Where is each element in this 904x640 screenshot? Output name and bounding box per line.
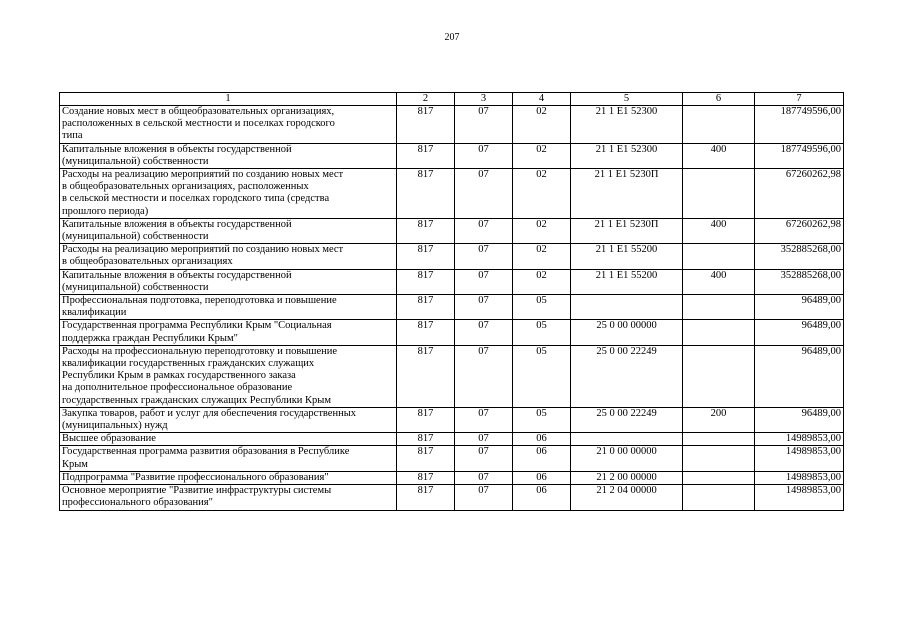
- row-name-line: государственных гражданских служащих Республики Крым: [62, 394, 332, 406]
- row-subsection-code: 06: [513, 485, 571, 510]
- row-expense-type-code: [683, 295, 755, 320]
- row-expense-type-code: [683, 106, 755, 144]
- column-header-6: 6: [683, 93, 755, 106]
- row-subsection-code: 02: [513, 169, 571, 219]
- row-expense-type-code: [683, 320, 755, 345]
- row-target-code: 21 1 Е1 52300: [571, 143, 683, 168]
- row-section-code: 07: [455, 407, 513, 432]
- row-amount: 14989853,00: [755, 471, 844, 484]
- row-amount: 187749596,00: [755, 106, 844, 144]
- row-target-code: 21 1 Е1 52300: [571, 106, 683, 144]
- column-header-5: 5: [571, 93, 683, 106]
- row-name-line: профессионального образования": [62, 497, 213, 509]
- row-name: [60, 433, 397, 446]
- row-expense-type-code: [683, 345, 755, 407]
- row-ministry-code: 817: [397, 244, 455, 269]
- row-name: [60, 269, 397, 294]
- row-expense-type-code: [683, 485, 755, 510]
- row-amount: 352885268,00: [755, 244, 844, 269]
- row-target-code: 21 1 Е1 5230П: [571, 218, 683, 243]
- row-amount: 14989853,00: [755, 446, 844, 471]
- row-name: [60, 295, 397, 320]
- table-row: [60, 446, 844, 471]
- row-name: [60, 218, 397, 243]
- row-target-code: 25 0 00 00000: [571, 320, 683, 345]
- row-name: [60, 345, 397, 407]
- row-ministry-code: 817: [397, 446, 455, 471]
- row-target-code: 21 1 Е1 55200: [571, 269, 683, 294]
- table-body: [60, 106, 844, 511]
- row-name-line: Подпрограмма "Развитие профессионального образования": [62, 471, 329, 483]
- row-section-code: 07: [455, 345, 513, 407]
- row-expense-type-code: [683, 169, 755, 219]
- row-target-code: [571, 433, 683, 446]
- row-subsection-code: 02: [513, 269, 571, 294]
- row-amount: 96489,00: [755, 295, 844, 320]
- row-name-line: прошлого периода): [62, 205, 149, 217]
- row-subsection-code: 06: [513, 433, 571, 446]
- row-name: [60, 106, 397, 144]
- row-name-line: на дополнительное профессиональное образование: [62, 382, 293, 394]
- table-row: [60, 471, 844, 484]
- column-header-4: 4: [513, 93, 571, 106]
- table-row: [60, 143, 844, 168]
- row-name-line: Капитальные вложения в объекты государственной: [62, 269, 292, 281]
- row-name-line: Профессиональная подготовка, переподготовка и повышение: [62, 295, 337, 307]
- row-name-line: Расходы на реализацию мероприятий по созданию новых мест: [62, 169, 344, 181]
- table-row: [60, 106, 844, 144]
- column-header-3: 3: [455, 93, 513, 106]
- row-amount: 67260262,98: [755, 218, 844, 243]
- row-ministry-code: 817: [397, 407, 455, 432]
- row-name-line: в общеобразовательных организациях, расположенных: [62, 181, 309, 193]
- table-row: [60, 407, 844, 432]
- row-section-code: 07: [455, 143, 513, 168]
- row-amount: 96489,00: [755, 407, 844, 432]
- row-name-line: квалификации: [62, 307, 127, 319]
- row-name-line: в сельской местности и поселках городского типа (средства: [62, 193, 330, 205]
- row-target-code: 21 1 Е1 55200: [571, 244, 683, 269]
- row-name-line: Государственная программа развития образования в Республике: [62, 446, 350, 458]
- table-row: [60, 433, 844, 446]
- table-row: [60, 169, 844, 219]
- row-ministry-code: 817: [397, 269, 455, 294]
- row-amount: 187749596,00: [755, 143, 844, 168]
- row-target-code: 21 0 00 00000: [571, 446, 683, 471]
- row-amount: 96489,00: [755, 320, 844, 345]
- table-row: [60, 485, 844, 510]
- row-name-line: Закупка товаров, работ и услуг для обеспечения государственных: [62, 407, 357, 419]
- row-ministry-code: 817: [397, 143, 455, 168]
- row-name-line: Крым: [62, 458, 88, 470]
- row-expense-type-code: [683, 446, 755, 471]
- column-header-1: 1: [60, 93, 397, 106]
- row-subsection-code: 06: [513, 446, 571, 471]
- row-expense-type-code: 400: [683, 269, 755, 294]
- row-name-line: (муниципальной) собственности: [62, 281, 209, 293]
- row-section-code: 07: [455, 433, 513, 446]
- row-ministry-code: 817: [397, 169, 455, 219]
- row-expense-type-code: 400: [683, 218, 755, 243]
- row-name: [60, 143, 397, 168]
- row-expense-type-code: [683, 433, 755, 446]
- header-row: [60, 93, 844, 106]
- row-subsection-code: 02: [513, 106, 571, 144]
- row-expense-type-code: [683, 244, 755, 269]
- row-ministry-code: 817: [397, 218, 455, 243]
- row-section-code: 07: [455, 485, 513, 510]
- row-subsection-code: 06: [513, 471, 571, 484]
- row-name-line: типа: [62, 130, 83, 142]
- row-ministry-code: 817: [397, 320, 455, 345]
- row-name: [60, 446, 397, 471]
- row-name: [60, 471, 397, 484]
- row-name-line: в общеобразовательных организациях: [62, 256, 233, 268]
- row-amount: 14989853,00: [755, 433, 844, 446]
- row-name-line: Расходы на профессиональную переподготовку и повышение: [62, 345, 338, 357]
- row-subsection-code: 02: [513, 143, 571, 168]
- row-ministry-code: 817: [397, 345, 455, 407]
- table-row: [60, 218, 844, 243]
- row-amount: 352885268,00: [755, 269, 844, 294]
- row-target-code: 21 2 04 00000: [571, 485, 683, 510]
- table-row: [60, 345, 844, 407]
- table-row: [60, 320, 844, 345]
- row-amount: 67260262,98: [755, 169, 844, 219]
- row-name-line: квалификации государственных гражданских служащих: [62, 358, 315, 370]
- row-name-line: расположенных в сельской местности и поселках городского: [62, 118, 335, 130]
- row-name: [60, 485, 397, 510]
- row-expense-type-code: 400: [683, 143, 755, 168]
- row-name: [60, 244, 397, 269]
- table-row: [60, 269, 844, 294]
- row-ministry-code: 817: [397, 471, 455, 484]
- row-target-code: 21 1 Е1 5230П: [571, 169, 683, 219]
- row-name-line: (муниципальной) собственности: [62, 155, 209, 167]
- row-name-line: Капитальные вложения в объекты государственной: [62, 143, 292, 155]
- row-name-line: Капитальные вложения в объекты государственной: [62, 218, 292, 230]
- column-header-7: 7: [755, 93, 844, 106]
- row-name-line: (муниципальных) нужд: [62, 420, 168, 432]
- table-row: [60, 244, 844, 269]
- row-target-code: 21 2 00 00000: [571, 471, 683, 484]
- row-subsection-code: 05: [513, 295, 571, 320]
- row-section-code: 07: [455, 269, 513, 294]
- row-name-line: Высшее образование: [62, 433, 156, 445]
- row-subsection-code: 02: [513, 218, 571, 243]
- row-subsection-code: 02: [513, 244, 571, 269]
- row-section-code: 07: [455, 169, 513, 219]
- row-ministry-code: 817: [397, 295, 455, 320]
- row-target-code: 25 0 00 22249: [571, 407, 683, 432]
- row-target-code: [571, 295, 683, 320]
- row-section-code: 07: [455, 244, 513, 269]
- row-subsection-code: 05: [513, 407, 571, 432]
- row-name-line: Основное мероприятие "Развитие инфраструктуры системы: [62, 485, 332, 497]
- row-name-line: (муниципальной) собственности: [62, 231, 209, 243]
- row-expense-type-code: [683, 471, 755, 484]
- row-subsection-code: 05: [513, 345, 571, 407]
- row-amount: 14989853,00: [755, 485, 844, 510]
- row-name-line: Расходы на реализацию мероприятий по созданию новых мест: [62, 244, 344, 256]
- row-name-line: Государственная программа Республики Крым "Социальная: [62, 320, 332, 332]
- row-expense-type-code: 200: [683, 407, 755, 432]
- page-number: 207: [444, 32, 460, 43]
- row-section-code: 07: [455, 295, 513, 320]
- row-ministry-code: 817: [397, 433, 455, 446]
- row-amount: 96489,00: [755, 345, 844, 407]
- row-name: [60, 320, 397, 345]
- row-name-line: Республики Крым в рамках государственного заказа: [62, 370, 296, 382]
- row-subsection-code: 05: [513, 320, 571, 345]
- budget-table: [59, 92, 844, 511]
- row-section-code: 07: [455, 446, 513, 471]
- row-section-code: 07: [455, 320, 513, 345]
- row-section-code: 07: [455, 218, 513, 243]
- table-row: [60, 295, 844, 320]
- row-name: [60, 407, 397, 432]
- column-header-2: 2: [397, 93, 455, 106]
- row-name-line: поддержка граждан Республики Крым": [62, 332, 238, 344]
- row-section-code: 07: [455, 471, 513, 484]
- row-section-code: 07: [455, 106, 513, 144]
- row-ministry-code: 817: [397, 485, 455, 510]
- row-name-line: Создание новых мест в общеобразовательных организациях,: [62, 106, 335, 117]
- row-target-code: 25 0 00 22249: [571, 345, 683, 407]
- row-ministry-code: 817: [397, 106, 455, 144]
- row-name: [60, 169, 397, 219]
